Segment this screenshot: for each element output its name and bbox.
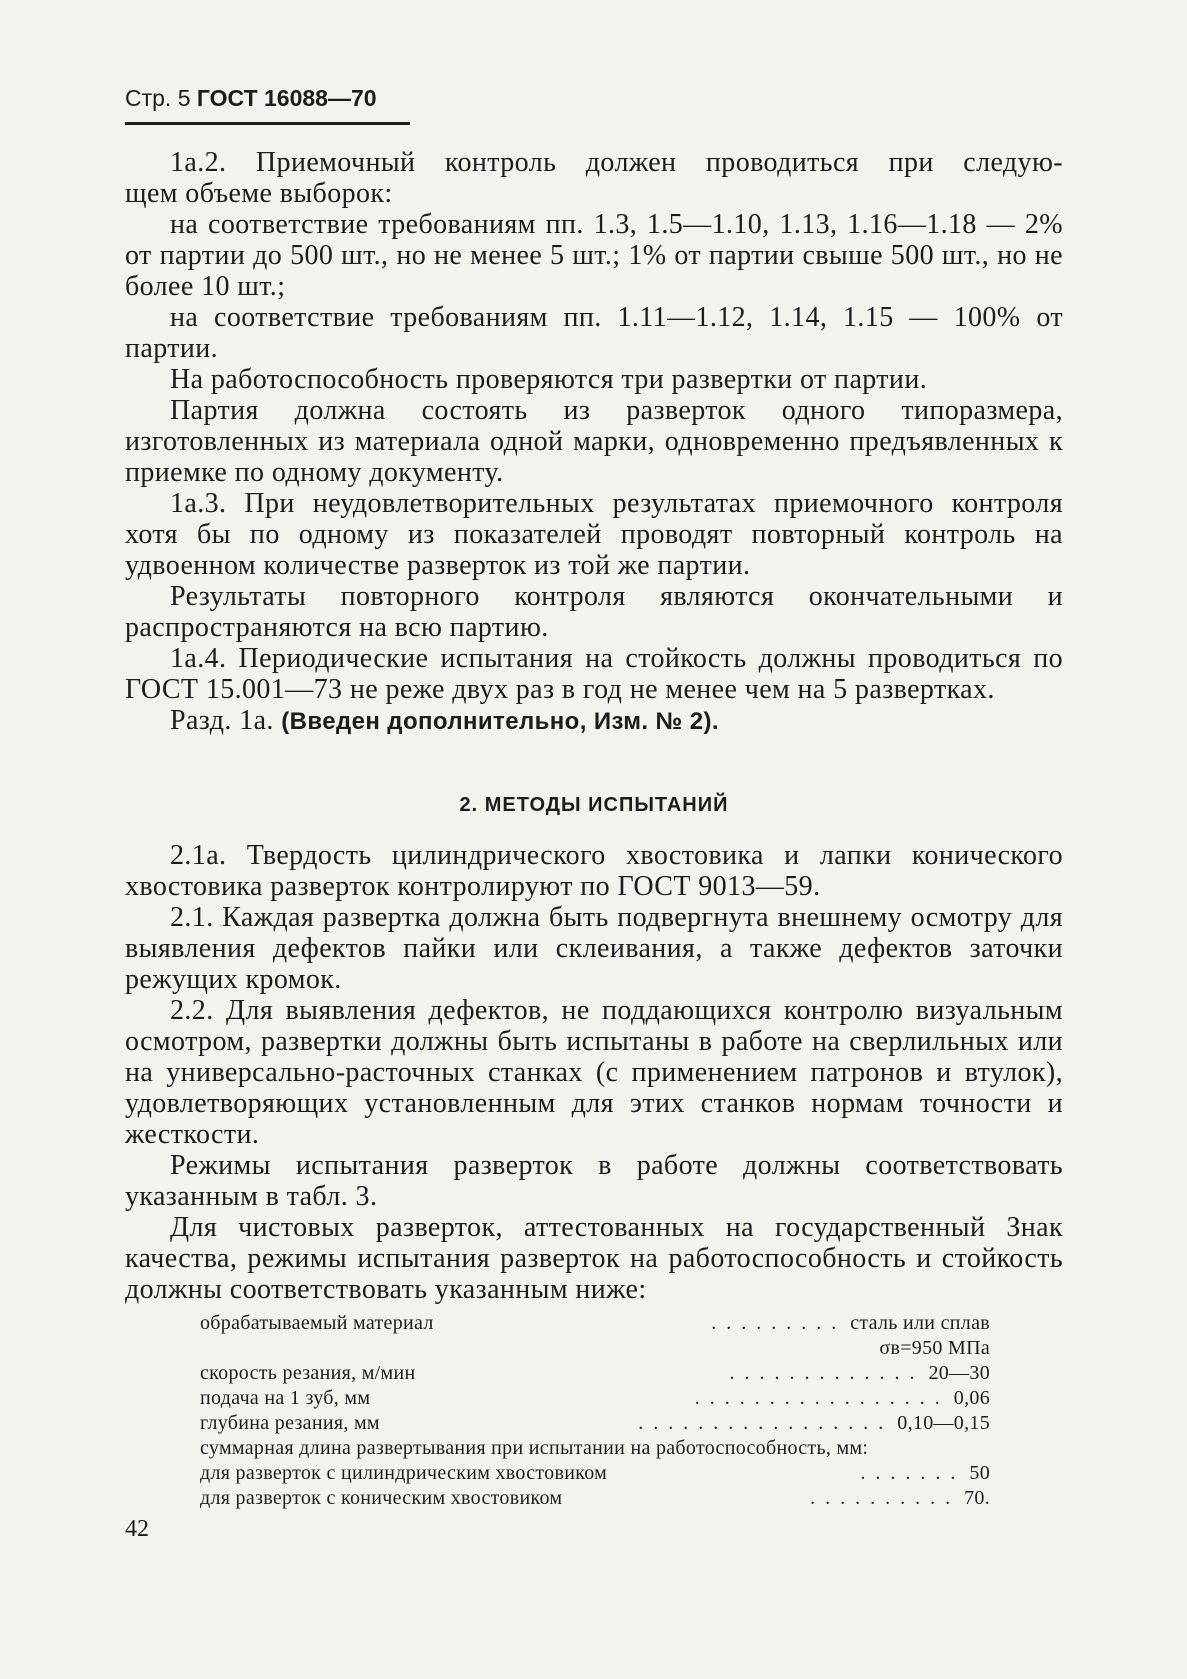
paragraph-1a2-b: на соответствие требованиям пп. 1.11—1.12, 1.14, 1.15 — 100% от партии. xyxy=(125,302,1063,364)
paragraph-1a3: 1а.3. При неудовлетворительных результатах приемочного контроля хотя бы по одному из показателей проводят повторный контроль на удвоенном количестве разверток из той же партии. xyxy=(125,488,1063,581)
section-2-heading: 2. МЕТОДЫ ИСПЫТАНИЙ xyxy=(459,794,729,816)
dot-leader: .......... xyxy=(810,1487,961,1509)
header-rule xyxy=(125,122,410,125)
paragraph-2-1: 2.1. Каждая развертка должна быть подвергнута внешнему осмотру для выявления дефектов пайки или склеивания, а также дефектов заточки режущих кромок. xyxy=(125,902,1063,995)
paragraph-1a4: 1а.4. Периодические испытания на стойкость должны проводиться по ГОСТ 15.001—73 не реже двух раз в год не менее чем на 5 развертках. xyxy=(125,643,1063,705)
spec-label: подача на 1 зуб, мм xyxy=(200,1387,371,1409)
page-label: Стр. 5 xyxy=(125,85,191,111)
paragraph-1a2-line2: щем объеме выборок: xyxy=(125,178,393,209)
spec-value: 50 xyxy=(969,1462,990,1484)
page-number: 42 xyxy=(125,1516,149,1542)
razd-prefix: Разд. 1а. xyxy=(170,705,274,736)
spec-value: 20—30 xyxy=(928,1362,990,1384)
spec-label: для разверток с коническим хвостовиком xyxy=(200,1487,563,1509)
paragraph-results: Результаты повторного контроля являются окончательными и распространяются на всю партию. xyxy=(125,581,1063,643)
spec-row-speed xyxy=(200,1361,990,1386)
spec-row-depth xyxy=(200,1411,990,1436)
razd-amendment: (Введен дополнительно, Изм. № 2). xyxy=(281,708,719,735)
paragraph-workability: На работоспособность проверяются три развертки от партии. xyxy=(170,364,928,395)
paragraph-razd-1a xyxy=(125,705,1063,737)
spec-value: 70. xyxy=(964,1487,990,1509)
spec-value: 0,06 xyxy=(953,1387,990,1409)
spec-value-strength: σв=950 МПа xyxy=(879,1337,990,1359)
spec-value: 0,10—0,15 xyxy=(897,1412,990,1434)
spec-value: сталь или сплав xyxy=(850,1312,990,1334)
paragraph-quality-mark: Для чистовых разверток, аттестованных на государственный Знак качества, режимы испытания разверток на работоспособность и стойкость должны соответствовать указанным ниже: xyxy=(125,1212,1063,1305)
spec-row-feed xyxy=(200,1386,990,1411)
paragraph-modes: Режимы испытания разверток в работе должны соответствовать указанным в табл. 3. xyxy=(125,1150,1063,1212)
paragraph-batch: Партия должна состоять из разверток одного типоразмера, изготовленных из материала одной марки, одновременно предъявленных к приемке по одному документу. xyxy=(125,395,1063,488)
spec-row-cylindrical xyxy=(200,1461,990,1486)
spec-length-label: суммарная длина развертывания при испытании на работоспособность, мм: xyxy=(200,1437,869,1459)
spec-label: глубина резания, мм xyxy=(200,1412,380,1434)
spec-label: обрабатываемый материал xyxy=(200,1312,434,1334)
dot-leader: ....... xyxy=(860,1462,966,1484)
paragraph-1a2-a: на соответствие требованиям пп. 1.3, 1.5—1.10, 1.13, 1.16—1.18 — 2% от партии до 500 шт., но не менее 5 шт.; 1% от партии свыше 500 шт., но не более 10 шт.; xyxy=(125,209,1063,302)
spec-label: для разверток с цилиндрическим хвостовиком xyxy=(200,1462,608,1484)
spec-row-conical xyxy=(200,1486,990,1511)
standard-number: ГОСТ 16088—70 xyxy=(196,85,377,111)
paragraph-2-1a: 2.1а. Твердость цилиндрического хвостовика и лапки конического хвостовика разверток контролируют по ГОСТ 9013—59. xyxy=(125,840,1063,902)
paragraph-2-2: 2.2. Для выявления дефектов, не поддающихся контролю визуальным осмотром, развертки должны быть испытаны в работе на сверлильных или на универсально-расточных станках (с применением патронов и втулок), удовлетворяющих установленным для этих станков нормам точности и жесткости. xyxy=(125,995,1063,1150)
paragraph-1a2-line1: 1а.2. Приемочный контроль должен проводиться при следую- xyxy=(170,147,1063,178)
dot-leader: ............. xyxy=(729,1362,925,1384)
spec-row-material xyxy=(200,1311,990,1336)
dot-leader: ................. xyxy=(694,1387,950,1409)
page-header xyxy=(125,85,410,112)
spec-label: скорость резания, м/мин xyxy=(200,1362,416,1384)
dot-leader: ......... xyxy=(711,1312,847,1334)
section-2-text xyxy=(125,840,1063,1305)
section-1a-text xyxy=(125,147,1063,737)
dot-leader: ................. xyxy=(638,1412,894,1434)
test-mode-list xyxy=(200,1311,990,1511)
